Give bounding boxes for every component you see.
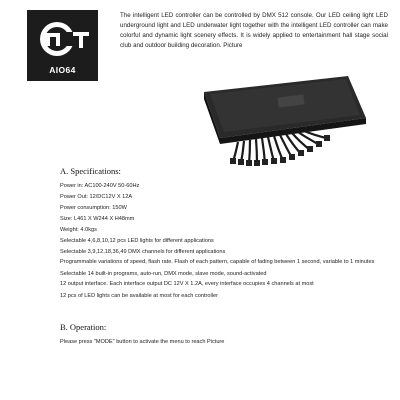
spec-line: 12 output interface. Each interface output DC 12V X 1.2A, every interface occupies 4 channels at most (60, 281, 314, 287)
spec-line: Power in: AC100-240V 50-60Hz (60, 183, 140, 189)
operation-section (60, 322, 390, 348)
operation-line: Please press "MODE" button to activate the menu to reach Picture (60, 339, 225, 345)
spec-line: Weight: 4.0kgs (60, 227, 97, 233)
certification-logo (27, 10, 98, 81)
intro-paragraph: The intelligent LED controller can be controlled by DMX 512 console. Our LED ceiling light LED underground light and LED underwater light together with the intelligent LED controller can make colorful and dynamic light scenery effects. It is widely applied to entertainment hall stage social club and outdoor building decoration. Picture (120, 12, 388, 49)
spec-line: Size: L461 X W244 X H48mm (60, 216, 135, 222)
spec-line: Power consumption: 150W (60, 205, 127, 211)
spec-line: Power Out: 12/DC12V X 12A (60, 194, 133, 200)
specifications-section (60, 166, 390, 302)
led-controller-image (198, 72, 368, 167)
spec-line: Selectable 3,9,12,18,36,49 DMX channels for different applications (60, 249, 226, 255)
spec-line: 12 pcs of LED lights can be available at most for each controller (60, 293, 218, 299)
spec-line: Selectable 4,6,8,10,12 pcs LED lights for different applications (60, 238, 214, 244)
specifications-title: A. Specifications: (60, 166, 121, 176)
operation-title: B. Operation: (60, 322, 107, 332)
spec-line: Selectable 14 built-in programs, auto-run, DMX mode, slave mode, sound-activated (60, 271, 267, 277)
logo-code-label: AIO64 (49, 65, 76, 75)
spec-line: Programmable variations of speed, flash rate. Flash of each pattern, capable of fading between 1 second, variable to 1 minutes (60, 259, 375, 265)
